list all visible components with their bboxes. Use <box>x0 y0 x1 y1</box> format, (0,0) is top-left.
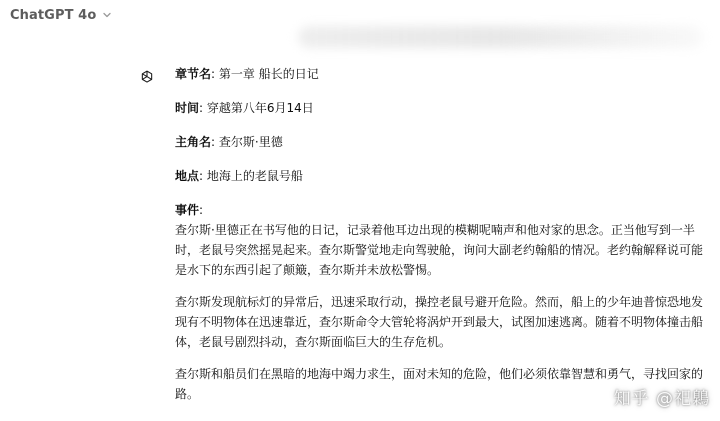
location-key: 地点 <box>175 169 200 183</box>
paragraph-3: 查尔斯和船员们在黑暗的地海中竭力求生，面对未知的危险，他们必须依靠智慧和勇气，寻找回家的路。 <box>175 367 704 401</box>
model-name: ChatGPT 4o <box>10 7 97 23</box>
chapter-value: : 第一章 船长的日记 <box>211 67 319 81</box>
event-block <box>175 200 703 280</box>
event-key: 事件 <box>175 203 200 217</box>
location-value: : 地海上的老鼠号船 <box>199 169 303 183</box>
chapter-key: 章节名 <box>175 67 212 81</box>
protagonist-key: 主角名 <box>175 135 212 149</box>
time-line <box>175 98 703 118</box>
chevron-down-icon <box>102 10 112 20</box>
watermark: 知乎 @祀鷍 <box>613 389 710 409</box>
chapter-line <box>175 64 703 84</box>
time-key: 时间 <box>175 101 200 115</box>
model-selector[interactable] <box>10 4 112 26</box>
paragraph-2: 查尔斯发现航标灯的异常后，迅速采取行动，操控老鼠号避开危险。然而，船上的少年迪普惊恐地发现有不明物体在迅速靠近，查尔斯命令大管轮将涡炉开到最大，试图加速逃离。随着不明物体撞击船体，老鼠号剧烈抖动，查尔斯面临巨大的生存危机。 <box>175 295 704 349</box>
openai-logo-icon <box>138 68 156 86</box>
event-colon: : <box>199 203 204 217</box>
time-value: : 穿越第八年6月14日 <box>199 101 314 115</box>
protagonist-line <box>175 132 703 152</box>
event-paragraph-1: 查尔斯·里德正在书写他的日记，记录着他耳边出现的模糊呢喃声和他对家的思念。正当他写到一半时，老鼠号突然摇晃起来。查尔斯警觉地走向驾驶舱，询问大副老约翰船的情况。老约翰解释说可能是水下的东西引起了颠簸，查尔斯并未放松警惕。 <box>175 223 704 277</box>
location-line <box>175 166 703 186</box>
user-message-bubble-blurred <box>298 26 703 48</box>
protagonist-value: : 查尔斯·里德 <box>211 135 283 149</box>
assistant-message <box>175 64 703 416</box>
